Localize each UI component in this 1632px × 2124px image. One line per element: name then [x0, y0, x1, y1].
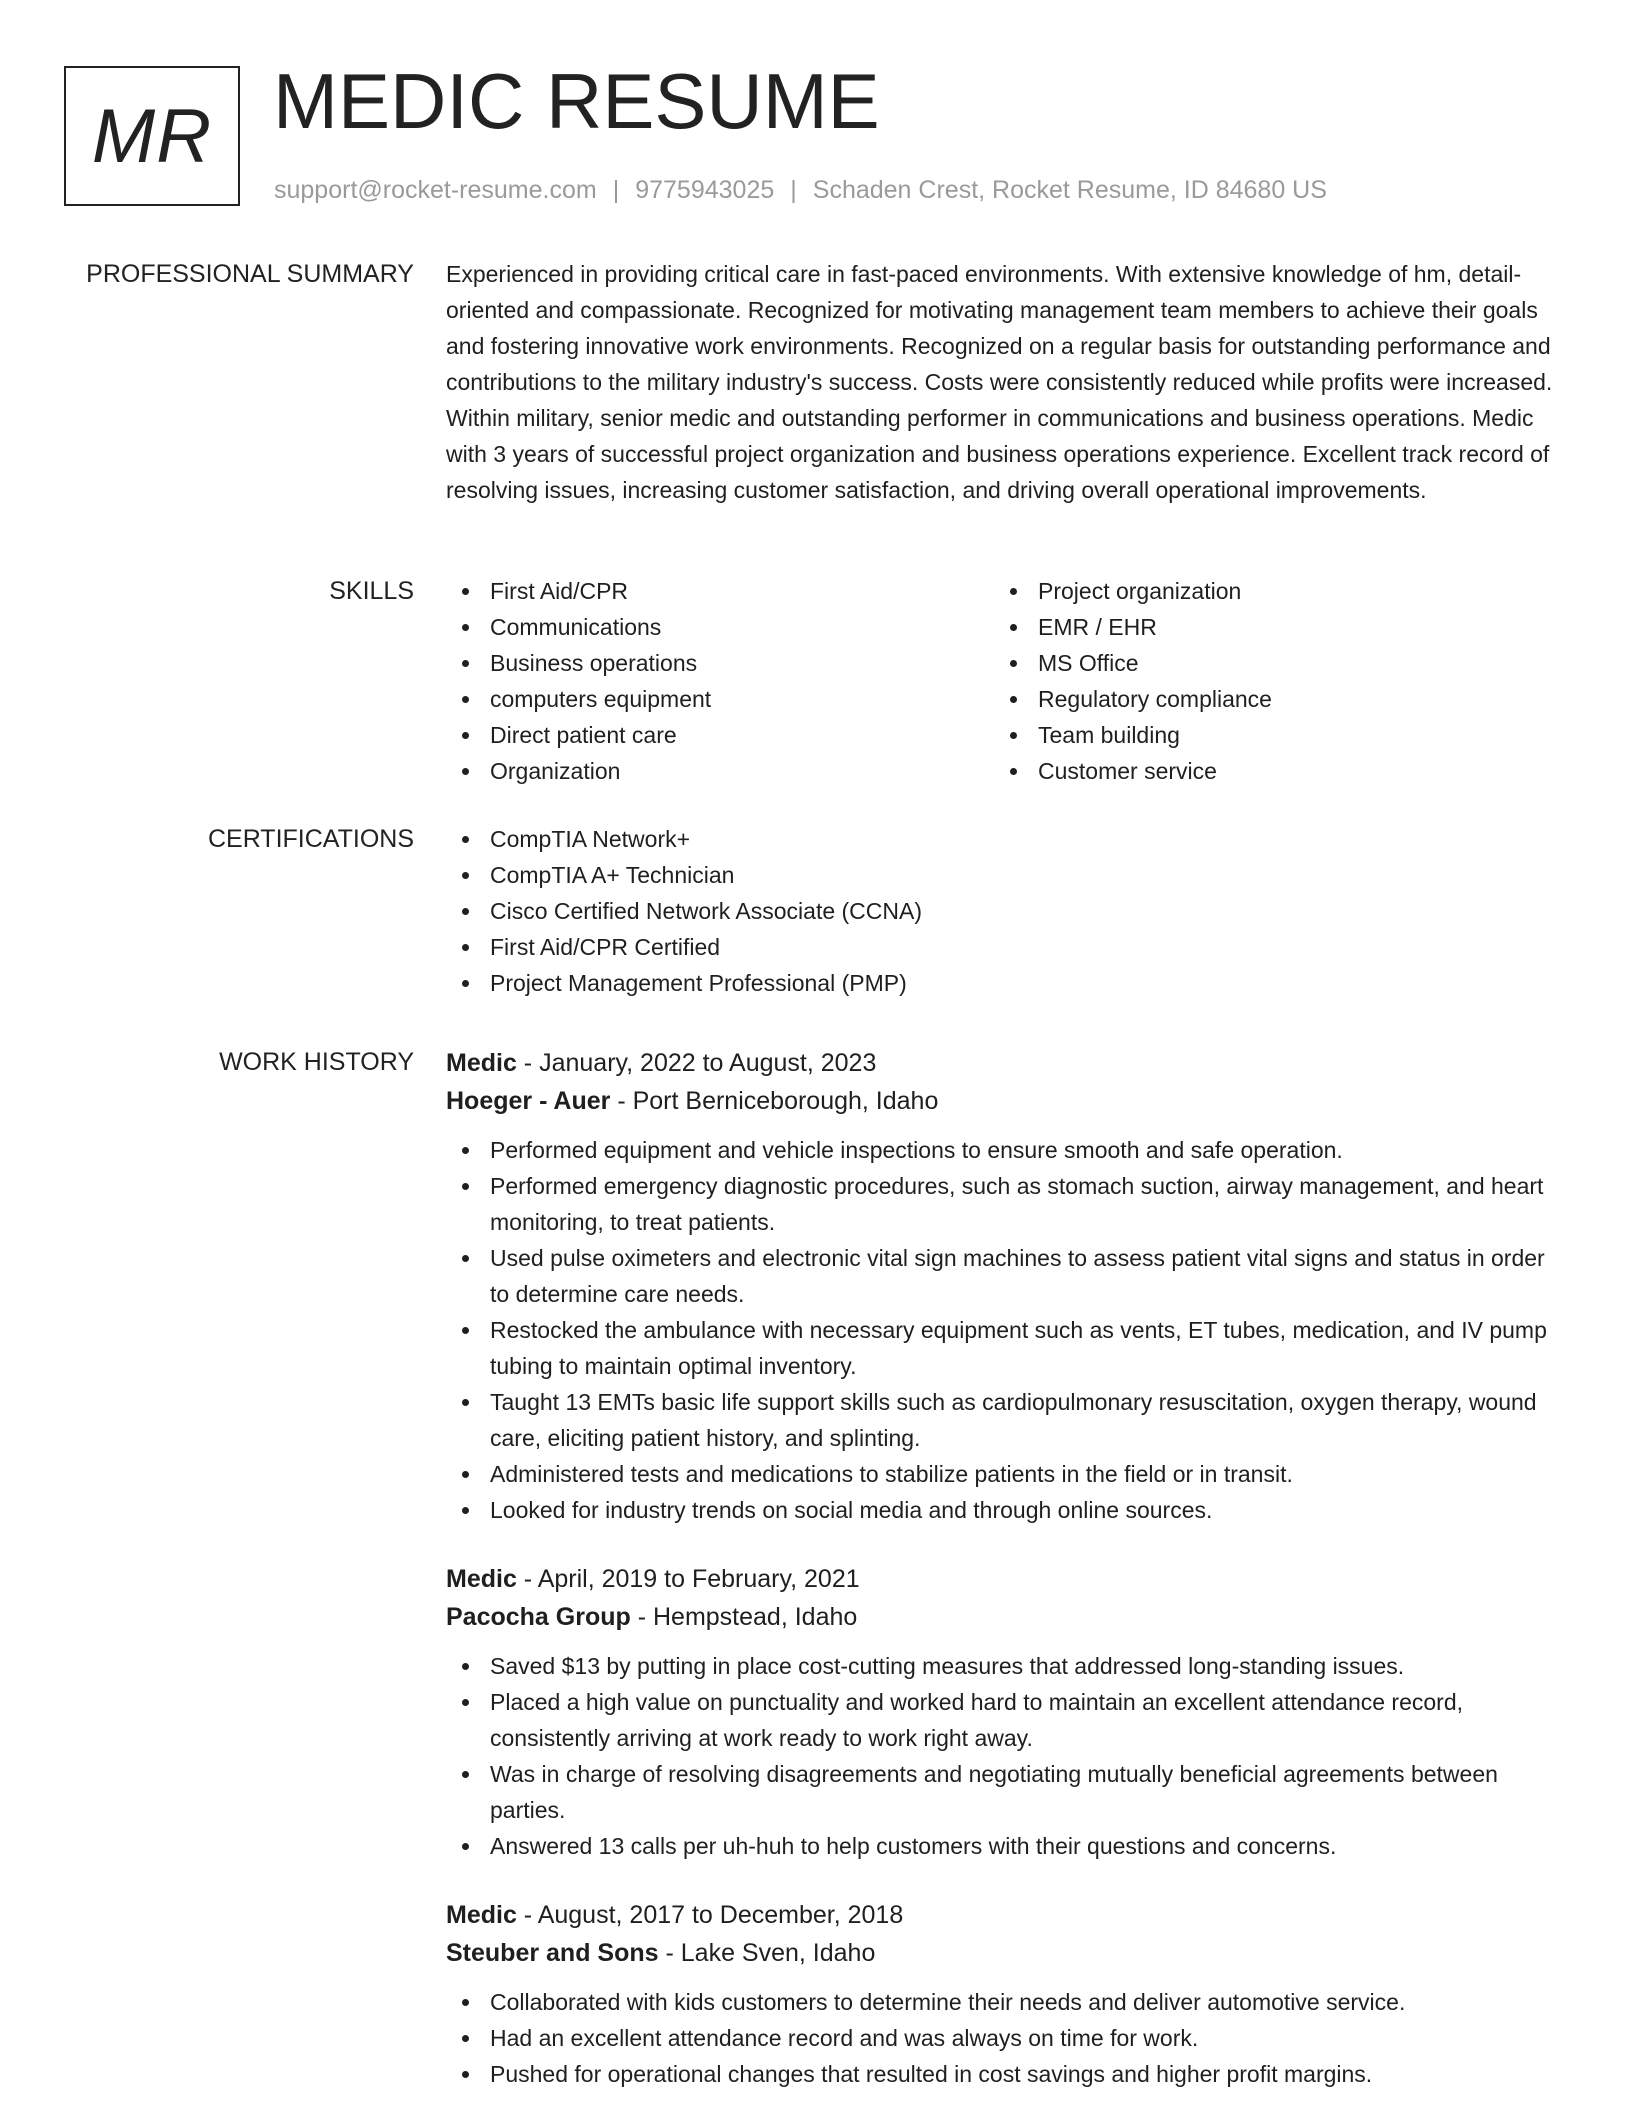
job-location: - Lake Sven, Idaho	[658, 1939, 876, 1967]
job-title: Medic	[446, 1049, 517, 1077]
job-dates: - August, 2017 to December, 2018	[516, 1901, 904, 1929]
contact-line	[274, 174, 1327, 206]
job-duties-list	[446, 1984, 1564, 2092]
job-duty-item: Had an excellent attendance record and was always on time for work.	[446, 2020, 1564, 2056]
job-duty-item: Used pulse oximeters and electronic vital sign machines to assess patient vital signs and status in order to determine care needs.	[446, 1240, 1564, 1312]
job-duty-item: Saved $13 by putting in place cost-cutting measures that addressed long-standing issues.	[446, 1648, 1564, 1684]
contact-email: support@rocket-resume.com	[274, 176, 597, 204]
job-entry	[446, 1560, 1564, 1864]
job-duties-list	[446, 1648, 1564, 1864]
skills-heading: SKILLS	[329, 577, 414, 605]
monogram-box	[64, 66, 240, 206]
job-duty-item: Performed equipment and vehicle inspections to ensure smooth and safe operation.	[446, 1132, 1564, 1168]
job-duty-item: Collaborated with kids customers to determine their needs and deliver automotive service.	[446, 1984, 1564, 2020]
certification-item: First Aid/CPR Certified	[446, 929, 1564, 965]
job-duty-item: Restocked the ambulance with necessary equipment such as vents, ET tubes, medication, and IV pump tubing to maintain optimal inventory.	[446, 1312, 1564, 1384]
certification-item: Project Management Professional (PMP)	[446, 965, 1564, 1001]
job-company: Pacocha Group	[446, 1603, 631, 1631]
job-duty-item: Administered tests and medications to stabilize patients in the field or in transit.	[446, 1456, 1564, 1492]
job-entry	[446, 1044, 1564, 1528]
job-title: Medic	[446, 1565, 517, 1593]
skill-item: Team building	[994, 717, 1542, 753]
job-company: Hoeger - Auer	[446, 1087, 611, 1115]
job-title-line	[446, 1896, 1564, 1934]
job-company-line	[446, 1598, 1564, 1636]
certifications-heading: CERTIFICATIONS	[207, 825, 414, 853]
skill-item: MS Office	[994, 645, 1542, 681]
job-location: - Hempstead, Idaho	[630, 1603, 858, 1631]
job-company-line	[446, 1934, 1564, 1972]
skills-list-left	[446, 573, 994, 789]
skill-item: Organization	[446, 753, 994, 789]
job-duty-item: Was in charge of resolving disagreements and negotiating mutually beneficial agreements between parties.	[446, 1756, 1564, 1828]
skill-item: EMR / EHR	[994, 609, 1542, 645]
job-duty-item: Taught 13 EMTs basic life support skills such as cardiopulmonary resuscitation, oxygen therapy, wound care, eliciting patient history, and splinting.	[446, 1384, 1564, 1456]
job-company-line	[446, 1082, 1564, 1120]
job-dates: - April, 2019 to February, 2021	[516, 1565, 860, 1593]
job-title: Medic	[446, 1901, 517, 1929]
skill-item: First Aid/CPR	[446, 573, 994, 609]
skill-item: Business operations	[446, 645, 994, 681]
job-title-line	[446, 1560, 1564, 1598]
skill-item: Direct patient care	[446, 717, 994, 753]
job-location: - Port Berniceborough, Idaho	[610, 1087, 939, 1115]
skill-item: Project organization	[994, 573, 1542, 609]
certification-item: Cisco Certified Network Associate (CCNA)	[446, 893, 1564, 929]
contact-address: Schaden Crest, Rocket Resume, ID 84680 US	[812, 176, 1327, 204]
summary-heading: PROFESSIONAL SUMMARY	[86, 260, 414, 288]
contact-phone: 9775943025	[635, 176, 775, 204]
job-duty-item: Pushed for operational changes that resulted in cost savings and higher profit margins.	[446, 2056, 1564, 2092]
resume-title: MEDIC RESUME	[273, 57, 880, 145]
certification-item: CompTIA Network+	[446, 821, 1564, 857]
monogram-initials: MR	[91, 93, 213, 179]
work-history-list	[446, 1044, 1564, 2124]
job-dates: - January, 2022 to August, 2023	[516, 1049, 877, 1077]
job-company: Steuber and Sons	[446, 1939, 659, 1967]
job-title-line	[446, 1044, 1564, 1082]
job-duty-item: Looked for industry trends on social media and through online sources.	[446, 1492, 1564, 1528]
job-duty-item: Placed a high value on punctuality and worked hard to maintain an excellent attendance record, consistently arriving at work ready to work right away.	[446, 1684, 1564, 1756]
skill-item: Communications	[446, 609, 994, 645]
job-duty-item: Answered 13 calls per uh-huh to help customers with their questions and concerns.	[446, 1828, 1564, 1864]
certification-item: CompTIA A+ Technician	[446, 857, 1564, 893]
job-duty-item: Performed emergency diagnostic procedures, such as stomach suction, airway management, and heart monitoring, to treat patients.	[446, 1168, 1564, 1240]
job-entry	[446, 1896, 1564, 2092]
summary-text: Experienced in providing critical care in fast-paced environments. With extensive knowledge of hm, detail-oriented and compassionate. Recognized for motivating management team members to achieve their goals and fostering innovative work environments. Recognized on a regular basis for outstanding performance and contributions to the military industry's success. Costs were consistently reduced while profits were increased. Within military, senior medic and outstanding performer in communications and business operations. Medic with 3 years of successful project organization and business operations experience. Excellent track record of resolving issues, increasing customer satisfaction, and driving overall operational improvements.	[446, 261, 1553, 503]
skill-item: Regulatory compliance	[994, 681, 1542, 717]
skill-item: computers equipment	[446, 681, 994, 717]
contact-separator: |	[790, 176, 797, 204]
skill-item: Customer service	[994, 753, 1542, 789]
work-history-heading: WORK HISTORY	[219, 1048, 414, 1076]
skills-list-right	[994, 573, 1542, 789]
contact-separator: |	[612, 176, 620, 204]
certifications-list	[446, 821, 1564, 1001]
job-duties-list	[446, 1132, 1564, 1528]
